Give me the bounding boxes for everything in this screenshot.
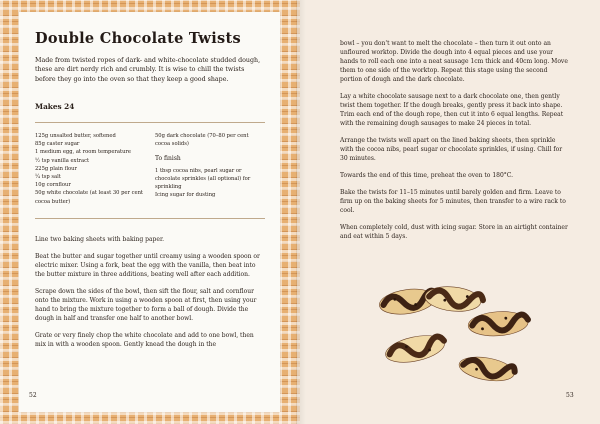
method-step: Scrape down the sides of the bowl, then sift the flour, salt and cornflour onto the mixture. Work in using a wooden spoon at first, then using your hand to bring the mixture together to form a ball of dough. Divide the dough in half and transfer one half to another bowl. xyxy=(35,288,257,322)
ingredient-item: ¼ tsp salt xyxy=(35,174,61,181)
recipe-yield: Makes 24 xyxy=(35,102,75,111)
twist-cookie xyxy=(467,310,529,338)
method-step: Bake the twists for 11–15 minutes until barely golden and firm. Leave to firm up on the baking sheets for 5 minutes, then transfer to a wire rack to cool. xyxy=(340,189,566,214)
method-step: When completely cold, dust with icing sugar. Store in an airtight container and eat within 5 days. xyxy=(340,224,568,240)
twist-cookie xyxy=(383,331,447,367)
method-step: Grate or very finely chop the white chocolate and add to one bowl, then mix in with a wooden spoon. Gently knead the dough in the xyxy=(35,332,254,348)
method-step: Lay a white chocolate sausage next to a dark chocolate one, then gently twist them together. If the dough breaks, gently press it back into shape. Trim each end of the dough rope, then cut it into 6 equal lengths. Repeat with the remaining dough sausages to make 24 pieces in total. xyxy=(340,93,564,127)
method-step: Beat the butter and sugar together until creamy using a wooden spoon or electric mixer. Using a fork, beat the egg with the vanilla, then beat into the butter mixture in three additions, beating well after each addition. xyxy=(35,253,260,278)
method-right xyxy=(340,39,570,249)
ingredient-item: 225g plain flour xyxy=(35,165,77,172)
method-step: Line two baking sheets with baking paper. xyxy=(35,236,165,243)
method-left xyxy=(35,235,265,357)
to-finish-item: Icing sugar for dusting xyxy=(155,192,216,199)
recipe-intro: Made from twisted ropes of dark- and white-chocolate studded dough, these are dirt nerdy rich and crumbly. It is wise to chill the twists before they go into the oven so that they keep a good shape. xyxy=(35,57,261,83)
page-number-left: 52 xyxy=(29,392,37,399)
page-number-right: 53 xyxy=(566,392,574,399)
book-gutter xyxy=(296,0,306,424)
ingredient-item: 125g unsalted butter, softened xyxy=(35,133,116,139)
ingredient-item: 50g dark chocolate (70–80 per cent cocoa solids) xyxy=(155,133,249,148)
ingredients-bottom-rule xyxy=(35,218,265,219)
to-finish-item: 1 tbsp cocoa nibs, pearl sugar or chocolate sprinkles (all optional) for sprinkling xyxy=(155,167,251,191)
method-step: Arrange the twists well apart on the lined baking sheets, then sprinkle with the cocoa nibs, pearl sugar or chocolate sprinkles, if using. Chill for 30 minutes. xyxy=(340,137,563,162)
method-step: Towards the end of this time, preheat the oven to 180°C. xyxy=(340,172,514,179)
to-finish-heading: To finish xyxy=(155,155,181,163)
twist-cookie xyxy=(424,284,484,314)
ingredient-item: 50g white chocolate (at least 30 per cent cocoa butter) xyxy=(35,190,144,205)
ingredients-list-left xyxy=(35,132,145,206)
recipe-title: Double Chocolate Twists xyxy=(35,30,241,47)
ingredients-list-right xyxy=(155,132,265,199)
method-step: bowl – you don't want to melt the chocolate – then turn it out onto an unfloured worktop. Divide the dough into 4 equal pieces and use your hands to roll each one into a neat sausage 1cm thick and 40cm long. Move them to one side of the worktop. Repeat this stage using the second portion of dough and the dark chocolate. xyxy=(340,40,568,83)
ingredient-item: 1 medium egg, at room temperature xyxy=(35,149,131,156)
twist-cookie xyxy=(457,353,516,384)
ingredient-item: 85g caster sugar xyxy=(35,141,80,148)
chocolate-twists-illustration xyxy=(365,278,555,388)
ingredients-top-rule xyxy=(35,122,265,123)
ingredient-item: 10g cornflour xyxy=(35,182,71,189)
ingredient-item: ½ tsp vanilla extract xyxy=(35,157,90,164)
